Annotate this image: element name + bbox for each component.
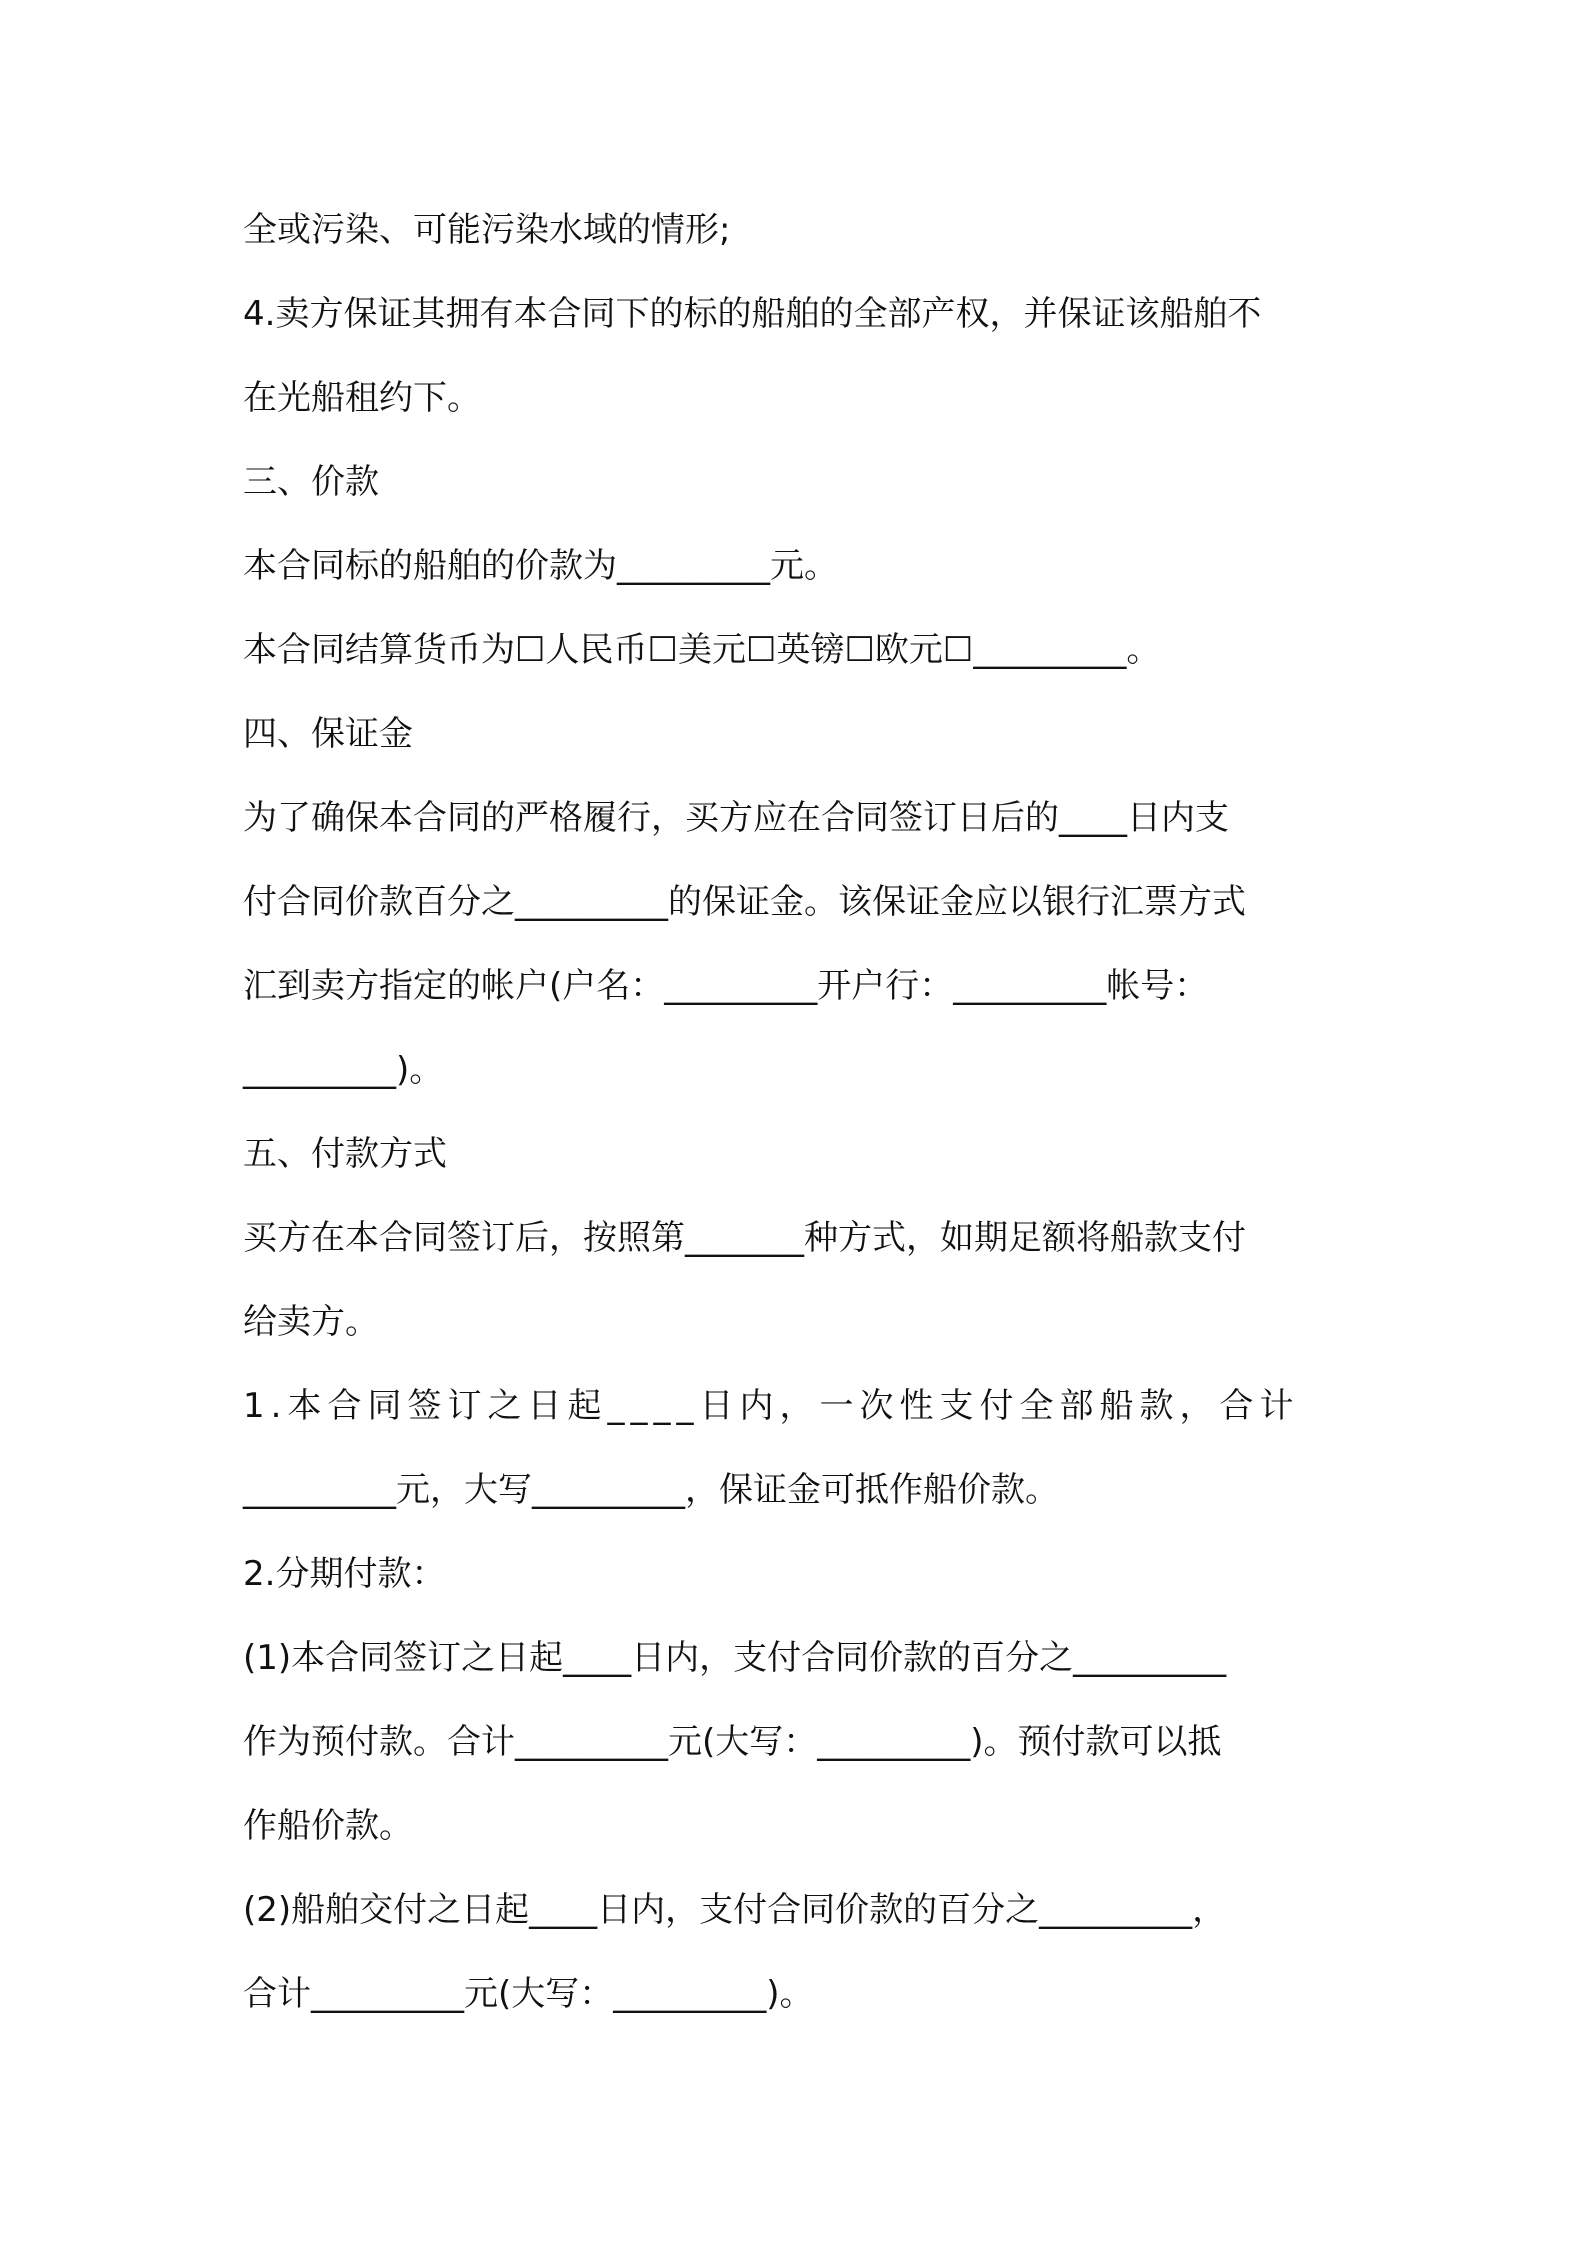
text-line-15: 1.本合同签订之日起____日内，一次性支付全部船款，合计	[243, 1386, 1300, 1426]
text-line-2: 4.卖方保证其拥有本合同下的标的船舶的全部产权，并保证该船舶不	[243, 294, 1262, 334]
section-heading-deposit: 四、保证金	[243, 714, 413, 754]
text-line-8: 为了确保本合同的严格履行，买方应在合同签订日后的____日内支	[243, 798, 1229, 838]
text-line-6: 本合同结算货币为☐人民币☐美元☐英镑☐欧元☐_________。	[243, 630, 1161, 670]
text-line-16: _________元，大写_________，保证金可抵作船价款。	[243, 1470, 1059, 1510]
text-line-11: _________)。	[243, 1050, 444, 1090]
text-line-20: 作船价款。	[243, 1806, 413, 1846]
text-line-22: 合计_________元(大写：_________)。	[243, 1974, 814, 2014]
text-line-19: 作为预付款。合计_________元(大写：_________)。预付款可以抵	[243, 1722, 1222, 1762]
text-line-13: 买方在本合同签订后，按照第_______种方式，如期足额将船款支付	[243, 1218, 1246, 1258]
text-line-18: (1)本合同签订之日起____日内，支付合同价款的百分之_________	[243, 1638, 1227, 1678]
text-line-3: 在光船租约下。	[243, 378, 481, 418]
text-line-10: 汇到卖方指定的帐户(户名：_________开户行：_________帐号：	[243, 966, 1209, 1006]
text-line-21: (2)船舶交付之日起____日内，支付合同价款的百分之_________，	[243, 1890, 1227, 1930]
text-line-5: 本合同标的船舶的价款为_________元。	[243, 546, 838, 586]
text-line-9: 付合同价款百分之_________的保证金。该保证金应以银行汇票方式	[243, 882, 1246, 922]
text-line-17: 2.分期付款：	[243, 1554, 446, 1594]
section-heading-price: 三、价款	[243, 462, 379, 502]
text-line-14: 给卖方。	[243, 1302, 379, 1342]
text-line-1: 全或污染、可能污染水域的情形;	[243, 210, 731, 250]
section-heading-payment: 五、付款方式	[243, 1134, 447, 1174]
